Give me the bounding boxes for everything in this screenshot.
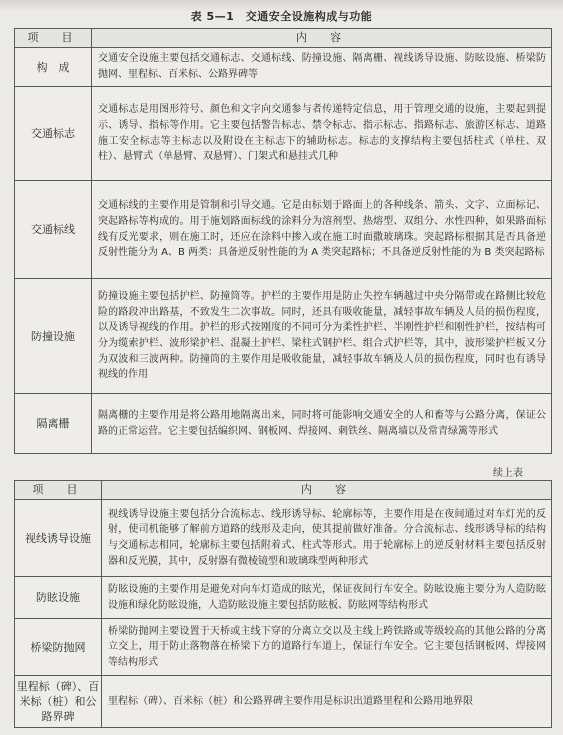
row-content: 隔离栅的主要作用是将公路用地隔离出来，同时将可能影响交通安全的人和畜等与公路分离，保证公路的正常运营。它主要包括编织网、钢板网、焊接网、刺铁丝、隔离墙以及常青绿篱等形式: [92, 394, 552, 454]
row-content: 视线诱导设施主要包括分合流标志、线形诱导标、轮廓标等，主要作用是在夜间通过对车灯光的反射，使司机能够了解前方道路的线形及走向，使其提前做好准备。分合流标志、线形诱导标的结构与交通标志相同，轮廓标主要包括附着式、柱式等形式。用于轮廓标上的逆反射材料主要包括反射器和反光膜，其中，反射器有微棱镜型和玻璃珠型两种形式: [102, 500, 552, 577]
header-item: 项 目: [15, 29, 92, 48]
header-content: 内 容: [92, 29, 552, 48]
row-label: 防撞设施: [15, 279, 92, 394]
row-label: 视线诱导设施: [15, 500, 102, 577]
row-content: 交通安全设施主要包括交通标志、交通标线、防撞设施、隔离栅、视线诱导设施、防眩设施、桥梁防抛网、里程标、百米标、公路界碑等: [92, 48, 552, 87]
table-row: [15, 676, 552, 728]
table-row: [15, 394, 552, 454]
facilities-table: [14, 28, 552, 454]
row-label: 交通标线: [15, 181, 92, 279]
table-row: [15, 87, 552, 181]
row-label: 交通标志: [15, 87, 92, 181]
row-content: 防眩设施的主要作用是避免对向车灯造成的眩光，保证夜间行车安全。防眩设施主要分为人造防眩设施和绿化防眩设施，人造防眩设施主要包括防眩板、防眩网等结构形式: [102, 577, 552, 619]
row-label: 构 成: [15, 48, 92, 87]
header-item: 项 目: [15, 481, 102, 500]
table-row: [15, 279, 552, 394]
row-content: 防撞设施主要包括护栏、防撞筒等。护栏的主要作用是防止失控车辆越过中央分隔带或在路侧比较危险的路段冲出路基，不致发生二次事故。同时，还具有吸收能量，减轻事故车辆及人员的损伤程度，以及诱导视线的作用。护栏的形式按刚度的不同可分为柔性护栏、半刚性护栏和刚性护栏，按结构可分为缆索护栏、波形梁护栏、混凝土护栏、梁柱式钢护栏、组合式护栏等，其中，波形梁护栏板又分为双波和三波两种。防撞筒的主要作用是吸收能量，减轻事故车辆及人员的损伤程度，同时也有诱导视线的作用: [92, 279, 552, 394]
table-row: [15, 500, 552, 577]
row-content: 里程标（碑）、百米标（桩）和公路界碑主要作用是标识出道路里程和公路用地界限: [102, 676, 552, 728]
table-title: 表 5—1 交通安全设施构成与功能: [190, 10, 373, 23]
row-content: 交通标线的主要作用是管制和引导交通。它是由标划于路面上的各种线条、箭头、文字、立面标记、突起路标等构成的。用于施划路面标线的涂料分为溶剂型、热熔型、双组分、水性四种，如果路面标线有反光要求，则在施工时，还应在涂料中掺入或在施工时面撒玻璃珠。突起路标根据其是否具备逆反射性能分为 A、B 两类：具备逆反射性能的为 A 类突起路标；不具备逆反射性能的为 B 类突起路标: [92, 181, 552, 279]
table-row: [15, 48, 552, 87]
table-row: [15, 577, 552, 619]
continued-label: 续上表: [493, 468, 523, 479]
table-header-row: [15, 29, 552, 48]
row-label: 里程标（碑）、百米标（桩）和公路界碑: [15, 676, 102, 728]
table-header-row: [15, 481, 552, 500]
facilities-table-continued: [14, 480, 552, 728]
table-row: [15, 181, 552, 279]
row-label: 桥梁防抛网: [15, 619, 102, 676]
header-content: 内 容: [102, 481, 552, 500]
row-label: 隔离栅: [15, 394, 92, 454]
row-label: 防眩设施: [15, 577, 102, 619]
table-row: [15, 619, 552, 676]
row-content: 交通标志是用图形符号、颜色和文字向交通参与者传递特定信息，用于管理交通的设施，主要起到提示、诱导、指标等作用。它主要包括警告标志、禁令标志、指示标志、指路标志、旅游区标志、道路施工安全标志等主标志以及附设在主标志下的辅助标志。标志的支撑结构主要包括柱式（单柱、双柱）、悬臂式（单悬臂、双悬臂）、门架式和悬挂式几种: [92, 87, 552, 181]
row-content: 桥梁防抛网主要设置于天桥或主线下穿的分离立交以及主线上跨铁路或等级较高的其他公路的分离立交上，用于防止落物落在桥梁下方的道路行车道上，保证行车安全。它主要包括钢板网、焊接网等结构形式: [102, 619, 552, 676]
